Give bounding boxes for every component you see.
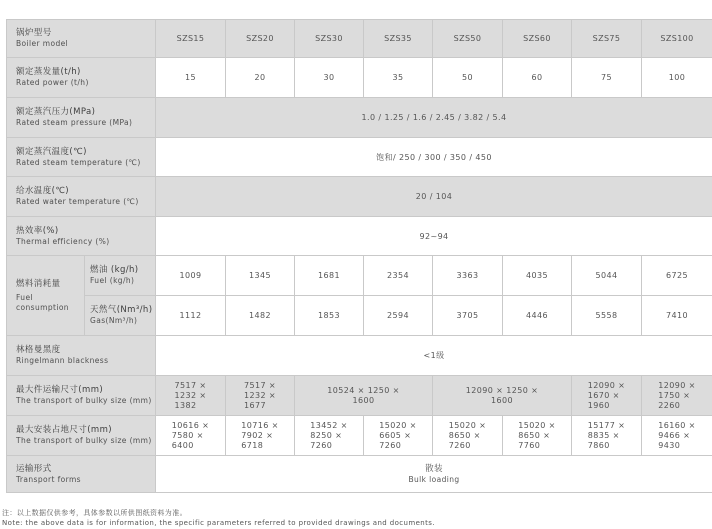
table-row-steam-pressure <box>7 98 712 138</box>
row-label <box>7 98 156 138</box>
label-en: Rated power (t/h) <box>16 78 89 87</box>
size-line: 1600 <box>352 395 375 405</box>
label-en: Rated water temperature (℃) <box>16 197 139 206</box>
label-en: Rated steam temperature (℃) <box>16 157 141 167</box>
span-value-cell: <1级 <box>156 336 712 376</box>
label-en: consumption <box>16 302 69 312</box>
fuel-consumption-label <box>7 256 85 336</box>
label-en: Transport forms <box>16 474 81 484</box>
model-cell: SZS30 <box>295 20 364 58</box>
value-cell: 100 <box>642 58 712 98</box>
size-line: 15020 × <box>448 420 487 430</box>
size-line: 8650 × <box>518 430 551 440</box>
table-row-thermal-efficiency <box>7 217 712 256</box>
size-line: 1382 <box>174 400 197 410</box>
size-line: 10716 × <box>241 420 279 430</box>
row-label <box>7 416 156 456</box>
size-line: 1232 × <box>174 390 207 400</box>
size-cell <box>295 416 364 456</box>
value-cell: 5558 <box>572 296 642 336</box>
size-line: 7580 × <box>171 430 204 440</box>
table-row-water-temperature <box>7 177 712 217</box>
label-en: Thermal efficiency (%) <box>16 236 110 246</box>
size-line: 7860 <box>587 440 610 450</box>
size-cell <box>226 376 295 416</box>
model-cell: SZS20 <box>226 20 295 58</box>
value-cell: 1112 <box>156 296 226 336</box>
size-line: 7517 × <box>174 380 207 390</box>
row-label <box>7 376 156 416</box>
footnote-en: Note: the above data is for information, the specific parameters referred to provided drawings and documents. <box>2 519 435 527</box>
value-cell: 1482 <box>226 296 295 336</box>
value-cell: 4035 <box>503 256 572 296</box>
footnote-cn: 注：以上数据仅供参考，具体参数以所供图纸资料为准。 <box>2 509 187 517</box>
table-row-transport-forms <box>7 456 712 493</box>
value-cell: 4446 <box>503 296 572 336</box>
size-line: 12090 × <box>587 380 626 390</box>
size-line: 10616 × <box>171 420 210 430</box>
sub-label-oil <box>85 256 156 296</box>
table-row-steam-temperature <box>7 138 712 177</box>
label-en: The transport of bulky size (mm) <box>16 436 152 445</box>
size-cell <box>642 416 712 456</box>
value-cell: 1681 <box>295 256 364 296</box>
size-line: 1232 × <box>244 390 277 400</box>
size-cell <box>364 416 433 456</box>
label-cn: 天然气(Nm³/h) <box>90 305 153 315</box>
size-cell <box>572 416 642 456</box>
label-cn: 燃油 (kg/h) <box>90 265 139 275</box>
size-line: 1750 × <box>658 390 691 400</box>
value-cell: 2594 <box>364 296 433 336</box>
label-cn: 最大件运输尺寸(mm) <box>16 385 104 395</box>
value-cell: 1853 <box>295 296 364 336</box>
value-cell: 75 <box>572 58 642 98</box>
row-label <box>7 138 156 177</box>
model-cell: SZS75 <box>572 20 642 58</box>
model-cell: SZS50 <box>433 20 503 58</box>
size-line: 9430 <box>658 440 681 450</box>
size-cell <box>572 376 642 416</box>
label-cn: 运输形式 <box>16 463 52 474</box>
size-line: 15020 × <box>379 420 417 430</box>
size-line: 9466 × <box>658 430 691 440</box>
value-cn: 散装 <box>425 463 443 474</box>
row-label <box>7 336 156 376</box>
size-line: 7260 <box>310 440 333 450</box>
size-line: 7260 <box>448 440 471 450</box>
span-value-cell: 饱和/ 250 / 300 / 350 / 450 <box>156 138 712 177</box>
value-cell: 3705 <box>433 296 503 336</box>
label-cn: 林格曼黑度 <box>16 345 61 355</box>
value-cell: 30 <box>295 58 364 98</box>
size-cell <box>156 376 226 416</box>
size-line: 6605 × <box>379 430 412 440</box>
row-label <box>7 20 156 58</box>
value-cell: 1009 <box>156 256 226 296</box>
label-en: Gas(Nm³/h) <box>90 316 138 325</box>
value-cell: 1345 <box>226 256 295 296</box>
size-line: 12090 × <box>658 380 696 390</box>
span-value-cell: 20 / 104 <box>156 177 712 217</box>
table-row-fuel-gas <box>7 296 712 336</box>
label-cn: 锅炉型号 <box>16 28 52 38</box>
value-cell: 6725 <box>642 256 712 296</box>
model-cell: SZS35 <box>364 20 433 58</box>
size-cell <box>642 376 712 416</box>
table-row-transport-size <box>7 376 712 416</box>
value-cell: 7410 <box>642 296 712 336</box>
size-line: 1960 <box>587 400 610 410</box>
label-cn: 最大安装占地尺寸(mm) <box>16 425 112 435</box>
size-line: 16160 × <box>658 420 696 430</box>
value-en: Bulk loading <box>408 474 460 484</box>
table-row-ringelmann <box>7 336 712 376</box>
row-label <box>7 177 156 217</box>
size-cell <box>226 416 295 456</box>
size-cell <box>295 376 433 416</box>
label-cn: 额定蒸汽压力(MPa) <box>16 107 96 117</box>
table-row-fuel-oil <box>7 256 712 296</box>
size-line: 1670 × <box>587 390 620 400</box>
value-cell: 20 <box>226 58 295 98</box>
label-cn: 燃料消耗量 <box>16 278 61 289</box>
size-line: 1600 <box>491 395 513 405</box>
model-cell: SZS15 <box>156 20 226 58</box>
size-line: 12090 × 1250 × <box>465 385 539 395</box>
size-cell <box>433 416 503 456</box>
size-line: 13452 × <box>310 420 348 430</box>
label-en: Rated steam pressure (MPa) <box>16 118 133 127</box>
label-en: Fuel <box>16 292 33 302</box>
label-en: Boiler model <box>16 39 69 48</box>
value-cell: 35 <box>364 58 433 98</box>
boiler-spec-table <box>6 19 712 493</box>
size-line: 15020 × <box>518 420 556 430</box>
size-line: 10524 × 1250 × <box>327 385 400 395</box>
row-label <box>7 456 156 493</box>
label-cn: 热效率(%) <box>16 225 59 236</box>
value-cell: 5044 <box>572 256 642 296</box>
span-value-cell: 1.0 / 1.25 / 1.6 / 2.45 / 3.82 / 5.4 <box>156 98 712 138</box>
size-line: 7902 × <box>241 430 274 440</box>
label-en: Fuel (kg/h) <box>90 276 135 285</box>
value-cell: 3363 <box>433 256 503 296</box>
span-value-cell <box>156 456 712 493</box>
size-line: 7760 <box>518 440 541 450</box>
value-cell: 60 <box>503 58 572 98</box>
sub-label-gas <box>85 296 156 336</box>
row-label <box>7 58 156 98</box>
span-value-cell: 92~94 <box>156 217 712 256</box>
size-line: 1677 <box>244 400 266 410</box>
label-cn: 额定蒸汽温度(℃) <box>16 146 87 157</box>
table-row-boiler-model <box>7 20 712 58</box>
model-cell: SZS100 <box>642 20 712 58</box>
label-en: The transport of bulky size (mm) <box>16 396 152 405</box>
size-line: 8835 × <box>587 430 620 440</box>
table-row-install-size <box>7 416 712 456</box>
label-en: Ringelmann blackness <box>16 356 109 365</box>
size-line: 6400 <box>171 440 194 450</box>
value-cell: 2354 <box>364 256 433 296</box>
footnote <box>2 508 712 528</box>
size-line: 8650 × <box>448 430 481 440</box>
label-cn: 额定蒸发量(t/h) <box>16 67 81 77</box>
size-line: 7260 <box>379 440 402 450</box>
model-cell: SZS60 <box>503 20 572 58</box>
size-line: 6718 <box>241 440 264 450</box>
size-cell <box>156 416 226 456</box>
table-row-rated-power <box>7 58 712 98</box>
size-line: 15177 × <box>587 420 626 430</box>
size-cell <box>503 416 572 456</box>
value-cell: 50 <box>433 58 503 98</box>
row-label <box>7 217 156 256</box>
size-line: 2260 <box>658 400 681 410</box>
size-cell <box>433 376 572 416</box>
size-line: 8250 × <box>310 430 343 440</box>
value-cell: 15 <box>156 58 226 98</box>
label-cn: 给水温度(℃) <box>16 186 69 196</box>
size-line: 7517 × <box>244 380 277 390</box>
